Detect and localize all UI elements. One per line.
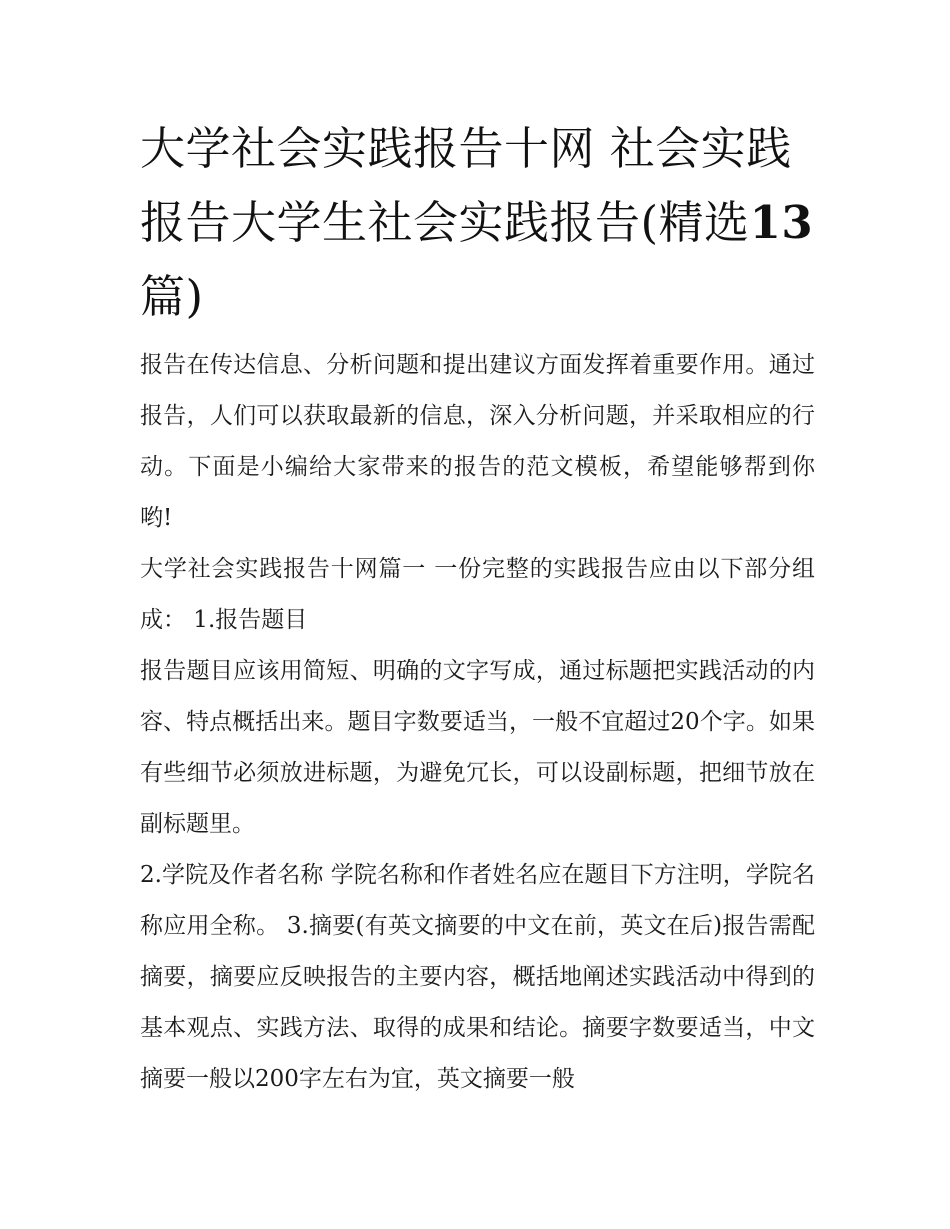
intro-paragraph: 报告在传达信息、分析问题和提出建议方面发挥着重要作用。通过报告，人们可以获取最新的信息，深入分析问题，并采取相应的行动。下面是小编给大家带来的报告的范文模板，希望能够帮到你哟!	[140, 352, 815, 531]
document-body	[140, 112, 815, 1105]
college-abstract-paragraph: 2.学院及作者名称 学院名称和作者姓名应在题目下方注明，学院名称应用全称。 3.摘要(有英文摘要的中文在前，英文在后)报告需配摘要，摘要应反映报告的主要内容，概括地阐述实践活动中得到的基本观点、实践方法、取得的成果和结论。摘要字数要适当，中文摘要一般以200字左右为宜，英文摘要一般	[140, 862, 815, 1092]
document-title: 大学社会实践报告十网 社会实践报告大学生社会实践报告(精选13篇)	[140, 122, 814, 323]
section-heading-paragraph: 大学社会实践报告十网篇一 一份完整的实践报告应由以下部分组成： 1.报告题目	[140, 556, 815, 633]
report-title-paragraph: 报告题目应该用简短、明确的文字写成，通过标题把实践活动的内容、特点概括出来。题目字数要适当，一般不宜超过20个字。如果有些细节必须放进标题，为避免冗长，可以设副标题，把细节放在副标题里。	[140, 658, 815, 837]
